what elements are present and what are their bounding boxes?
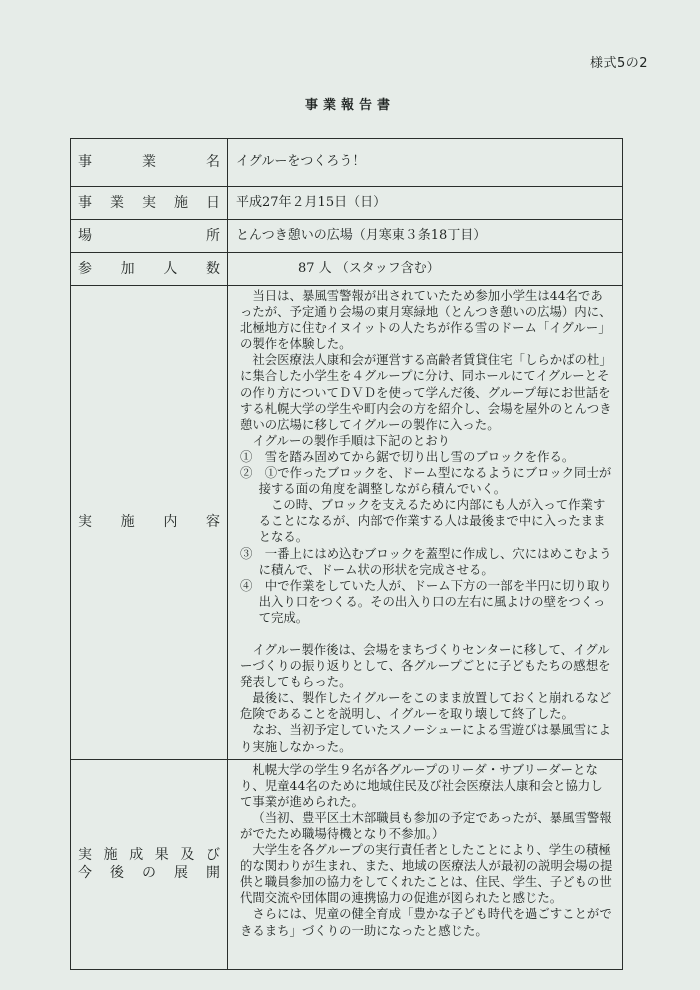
paragraph: この時、ブロックを支えるために内部にも人が入って作業することになるが、内部で作業する人は最後まで中に入ったままとなる。 xyxy=(258,497,606,545)
results-label-line2: 今後の展開 xyxy=(78,865,220,882)
document-title: 事業報告書 xyxy=(304,98,395,113)
step-item: ① 雪を踏み固めてから鋸で切り出し雪のブロックを作る。 xyxy=(240,448,575,464)
table-row xyxy=(71,759,623,969)
implementation-label: 実施内容 xyxy=(71,286,228,760)
place-label: 場所 xyxy=(71,220,228,253)
results-label-line1: 実施成果及び xyxy=(78,846,220,863)
implementation-content xyxy=(228,286,623,760)
paragraph: 札幌大学の学生９名が各グループのリーダ・サブリーダーとなり、児童44名のために地域住民及び社会医療法人康和会と協力して事業が進められた。 xyxy=(240,761,603,809)
table-row xyxy=(71,253,623,286)
paragraph: さらには、児童の健全育成「豊かな子ども時代を過ごすことができるまち」づくりの一助になったと感じた。 xyxy=(240,906,612,938)
date-label: 事業実施日 xyxy=(71,187,228,220)
participants-value: 87 人 （スタッフ含む） xyxy=(228,253,623,286)
project-name-value: イグルーをつくろう！ xyxy=(228,139,623,187)
form-number: 様式5の2 xyxy=(589,56,648,71)
table-row xyxy=(71,139,623,187)
table-row xyxy=(71,286,623,760)
step-item: ③ 一番上にはめ込むブロックを蓋型に作成し、穴にはめこむように積んで、ドーム状の形状を完成させる。 xyxy=(240,545,612,577)
participants-label: 参加人数 xyxy=(71,253,228,286)
paragraph: 最後に、製作したイグルーをこのまま放置しておくと崩れるなど危険であることを説明し、イグルーを取り壊して終了した。 xyxy=(240,690,612,722)
results-label xyxy=(71,759,228,969)
step-item: ② ①で作ったブロックを、ドーム型になるようにブロック同士が接する面の角度を調整しながら積んでいく。 xyxy=(240,465,612,497)
date-value: 平成27年２月15日（日） xyxy=(228,187,623,220)
table-row xyxy=(71,220,623,253)
report-table xyxy=(70,138,623,970)
step-item: ④ 中で作業をしていた人が、ドーム下方の一部を半円に切り取り出入り口をつくる。その出入り口の左右に風よけの壁をつくって完成。 xyxy=(240,577,612,625)
table-row xyxy=(71,187,623,220)
results-content xyxy=(228,759,623,969)
paragraph: 社会医療法人康和会が運営する高齢者賃貸住宅「しらかばの杜」に集合した小学生を４グループに分け、同ホールにてイグルーとその作り方についてＤＶＤを使って学んだ後、グループ毎にお世話をする札幌大学の学生や町内会の方を紹介し、会場を屋外のとんつき憩いの広場に移してイグルーの製作に入った。 xyxy=(240,352,612,432)
paragraph: イグルー製作後は、会場をまちづくりセンターに移して、イグルーづくりの振り返りとして、各グループごとに子どもたちの感想を発表してもらった。 xyxy=(240,641,611,690)
paragraph: 大学生を各グループの実行責任者としたことにより、学生の積極的な関わりが生まれ、また、地域の医療法人が最初の説明会場の提供と職員参加の協力をしてくれたことは、住民、学生、子どもの世代間交流や団体間の連携協力の促進が図られたと感じた。 xyxy=(240,842,613,906)
paragraph: イグルーの製作手順は下記のとおり xyxy=(252,432,451,448)
paragraph: 当日は、暴風雪警報が出されていたため参加小学生は44名であったが、予定通り会場の東月寒緑地（とんつき憩いの広場）内に、北極地方に住むイヌイットの人たちが作る雪のドーム「イグルー」の製作を体験した。 xyxy=(240,288,612,352)
paragraph: なお、当初予定していたスノーシューによる雪遊びは暴風雪により実施しなかった。 xyxy=(240,722,611,754)
project-name-label: 事業名 xyxy=(71,139,228,187)
place-value: とんつき憩いの広場（月寒東３条18丁目） xyxy=(228,220,623,253)
paragraph: （当初、豊平区土木部職員も参加の予定であったが、暴風雪警報がでたため職場待機となり不参加。） xyxy=(240,809,612,841)
